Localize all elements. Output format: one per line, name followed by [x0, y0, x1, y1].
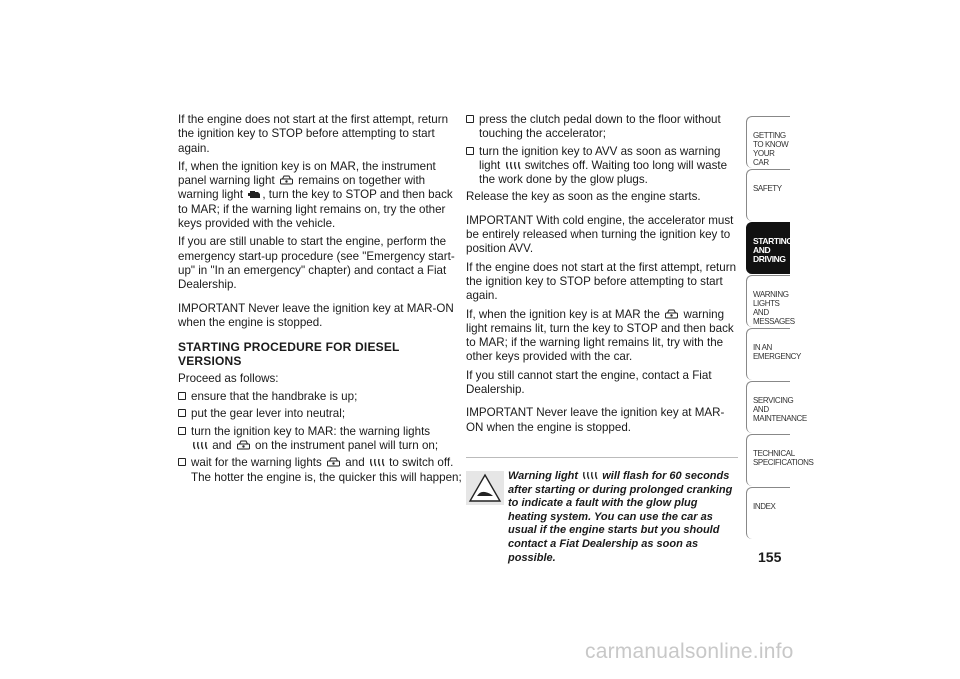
paragraph: If, when the ignition key is on MAR, the instrument panel warning light remains on together with warning light , turn the key to STOP and then back to MAR; if the warning light remains on, try the other keys provided with the vehicle. [178, 159, 453, 231]
list-item: turn the ignition key to AVV as soon as warning light switches off. Waiting too long will waste the work done by the glow plugs. [466, 145, 738, 188]
tab-technical-specs[interactable]: TECHNICAL SPECIFICATIONS [746, 434, 790, 486]
paragraph: If you still cannot start the engine, contact a Fiat Dealership. [466, 368, 712, 397]
tab-safety[interactable]: SAFETY [746, 169, 790, 221]
immobilizer-icon [279, 174, 294, 186]
list-item: press the clutch pedal down to the floor without touching the accelerator; [466, 113, 738, 142]
paragraph: If, when the ignition key is at MAR the warning light remains lit, turn the key to STOP and then back to MAR; if the warning light remains lit, try with the other keys provided with the car. [466, 307, 734, 364]
paragraph: If the engine does not start at the first attempt, return the ignition key to STOP before attempting to start again. [178, 113, 449, 155]
warning-triangle-icon [466, 471, 504, 505]
list-item: put the gear lever into neutral; [178, 407, 463, 421]
glow-plug-icon [582, 471, 598, 481]
important-note: IMPORTANT Never leave the ignition key at MAR-ON when the engine is stopped. [178, 301, 454, 329]
right-column [466, 113, 738, 565]
tab-servicing[interactable]: SERVICING AND MAINTENANCE [746, 381, 790, 433]
tab-starting-driving[interactable]: STARTING AND DRIVING [746, 222, 790, 274]
list-item: ensure that the handbrake is up; [178, 390, 463, 404]
glow-plug-icon [192, 441, 208, 451]
paragraph: Release the key as soon as the engine starts. [466, 190, 701, 204]
list-item: turn the ignition key to MAR: the warning lights and on the instrument panel will turn on; [178, 425, 463, 454]
glow-plug-icon [505, 161, 521, 171]
paragraph: If the engine does not start at the first attempt, return the ignition key to STOP before attempting to start again. [466, 260, 737, 303]
warning-box: Warning light will flash for 60 seconds after starting or during prolonged cranking to indicate a fault with the glow plug heating system. You can use the car as usual if the engine starts but you should contact a Fiat Dealership as soon as possible. [466, 457, 738, 565]
paragraph: Proceed as follows: [178, 371, 279, 385]
tab-warning-lights[interactable]: WARNING LIGHTS AND MESSAGES [746, 275, 790, 327]
tab-in-an-emergency[interactable]: IN AN EMERGENCY [746, 328, 790, 380]
page-number: 155 [758, 549, 782, 565]
list-item: wait for the warning lights and to switch off. The hotter the engine is, the quicker this will happen; [178, 456, 463, 485]
immobilizer-icon [326, 456, 341, 468]
tab-getting-to-know[interactable]: GETTING TO KNOW YOUR CAR [746, 116, 790, 168]
engine-alert-icon [247, 189, 261, 200]
immobilizer-icon [664, 308, 679, 320]
step-list [178, 390, 463, 485]
watermark: carmanualsonline.info [585, 640, 794, 663]
tab-index[interactable]: INDEX [746, 487, 790, 539]
chapter-tabs [746, 116, 814, 540]
section-heading: STARTING PROCEDURE FOR DIESEL VERSIONS [178, 340, 400, 369]
paragraph: If you are still unable to start the engine, perform the emergency start-up procedure (see "Emergency start-up" in "In an emergency" chapter) and contact a Fiat Dealership. [178, 235, 455, 292]
step-list [466, 113, 738, 187]
glow-plug-icon [369, 458, 385, 468]
immobilizer-icon [236, 439, 251, 451]
left-column [178, 113, 463, 488]
important-note: IMPORTANT With cold engine, the accelerator must be entirely released when turning the ignition key to position AVV. [466, 213, 734, 256]
warning-text: will flash for 60 seconds after starting or during prolonged cranking to indicate a fault with the glow plug heating system. You can use the car as usual if the engine starts but you should contact a Fiat Dealership as soon as possible. [508, 469, 733, 564]
important-note: IMPORTANT Never leave the ignition key at MAR-ON when the engine is stopped. [466, 406, 725, 434]
